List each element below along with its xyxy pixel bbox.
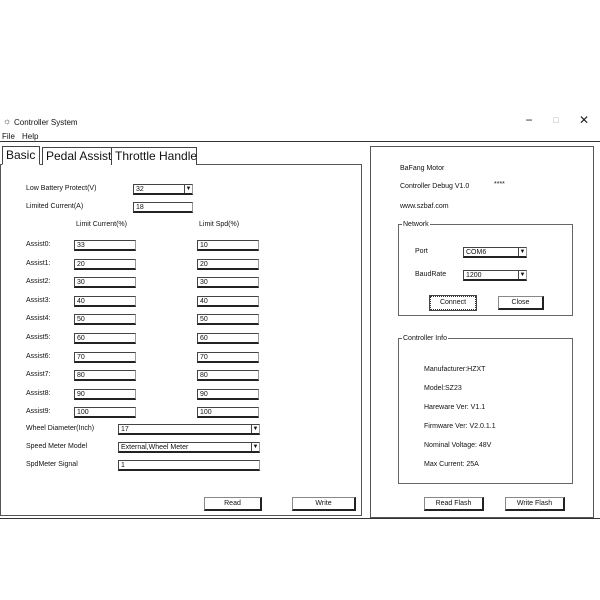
port-value: COM6 [466,249,487,256]
nominal-voltage-text: Nominal Voltage: 48V [424,442,492,449]
low-battery-value: 32 [136,186,144,193]
assist-current-input[interactable]: 40 [74,296,136,307]
window-frame-top [0,141,600,142]
assist-speed-input[interactable]: 30 [197,277,259,288]
low-battery-label: Low Battery Protect(V) [26,185,97,192]
hardware-version-text: Hareware Ver: V1.1 [424,404,486,411]
model-text: Model:SZ23 [424,385,462,392]
limit-current-header: Limit Current(%) [76,221,127,228]
assist-label: Assist5: [26,334,51,341]
wheel-diameter-select[interactable] [118,424,260,435]
assist-label: Assist8: [26,390,51,397]
brand-text: BaFang Motor [400,165,445,172]
chevron-down-icon[interactable]: ▼ [519,249,526,255]
assist-speed-input[interactable]: 90 [197,389,259,400]
baud-label: BaudRate [415,271,447,278]
assist-speed-input[interactable]: 50 [197,314,259,325]
assist-current-input[interactable]: 80 [74,370,136,381]
menu-file[interactable]: File [2,132,15,141]
firmware-version-text: Firmware Ver: V2.0.1.1 [424,423,496,430]
wheel-diameter-value: 17 [121,426,129,433]
assist-label: Assist0: [26,241,51,248]
speed-meter-model-value: External,Wheel Meter [121,444,189,451]
connect-button[interactable]: Connect [430,296,476,310]
assist-current-input[interactable]: 20 [74,259,136,270]
write-button[interactable]: Write [292,497,356,511]
assist-speed-input[interactable]: 40 [197,296,259,307]
limited-current-label: Limited Current(A) [26,203,84,210]
assist-speed-input[interactable]: 70 [197,352,259,363]
assist-speed-input[interactable]: 60 [197,333,259,344]
speed-meter-model-select[interactable] [118,442,260,453]
assist-current-input[interactable]: 70 [74,352,136,363]
assist-current-input[interactable]: 33 [74,240,136,251]
baud-select[interactable] [463,270,527,281]
assist-label: Assist3: [26,297,51,304]
debug-version-text: Controller Debug V1.0 [400,183,470,190]
assist-speed-input[interactable]: 80 [197,370,259,381]
assist-current-input[interactable]: 90 [74,389,136,400]
assist-current-input[interactable]: 30 [74,277,136,288]
write-flash-button[interactable]: Write Flash [505,497,565,511]
speedmeter-signal-label: SpdMeter Signal [26,461,78,468]
read-flash-button[interactable]: Read Flash [424,497,484,511]
close-connection-button[interactable]: Close [498,296,544,310]
close-button[interactable]: ✕ [578,113,590,127]
app-icon: ☼ [3,116,12,126]
network-group-title: Network [403,221,429,228]
assist-current-input[interactable]: 60 [74,333,136,344]
debug-suffix-text: **** [494,181,505,188]
assist-speed-input[interactable]: 100 [197,407,259,418]
assist-current-input[interactable]: 100 [74,407,136,418]
assist-label: Assist7: [26,371,51,378]
port-label: Port [415,248,428,255]
window-frame-bottom [0,518,600,519]
manufacturer-text: Manufacturer:HZXT [424,366,486,373]
speed-meter-model-label: Speed Meter Model [26,443,88,450]
wheel-diameter-label: Wheel Diameter(Inch) [26,425,95,432]
assist-speed-input[interactable]: 20 [197,259,259,270]
website-text: www.szbaf.com [400,203,449,210]
assist-label: Assist4: [26,315,51,322]
limited-current-input[interactable]: 18 [133,202,193,213]
baud-value: 1200 [466,272,482,279]
minimize-button[interactable]: − [525,113,533,127]
menu-help[interactable]: Help [22,132,39,141]
assist-label: Assist1: [26,260,51,267]
chevron-down-icon[interactable]: ▼ [252,444,259,450]
assist-current-input[interactable]: 50 [74,314,136,325]
low-battery-select[interactable] [133,184,193,195]
max-current-text: Max Current: 25A [424,461,479,468]
assist-label: Assist9: [26,408,51,415]
assist-speed-input[interactable]: 10 [197,240,259,251]
read-button[interactable]: Read [204,497,262,511]
tab-basic[interactable]: Basic [2,146,40,165]
chevron-down-icon[interactable]: ▼ [519,272,526,278]
port-select[interactable] [463,247,527,258]
controller-info-title: Controller Info [403,335,447,342]
tab-pedal-assist[interactable]: Pedal Assist [42,147,112,165]
speedmeter-signal-input[interactable]: 1 [118,460,260,471]
window-title: Controller System [14,118,78,127]
assist-label: Assist6: [26,353,51,360]
tab-throttle-handle[interactable]: Throttle Handle [111,147,197,165]
maximize-button[interactable]: □ [553,115,559,125]
chevron-down-icon[interactable]: ▼ [185,186,192,192]
assist-label: Assist2: [26,278,51,285]
chevron-down-icon[interactable]: ▼ [252,426,259,432]
limit-speed-header: Limit Spd(%) [199,221,240,228]
